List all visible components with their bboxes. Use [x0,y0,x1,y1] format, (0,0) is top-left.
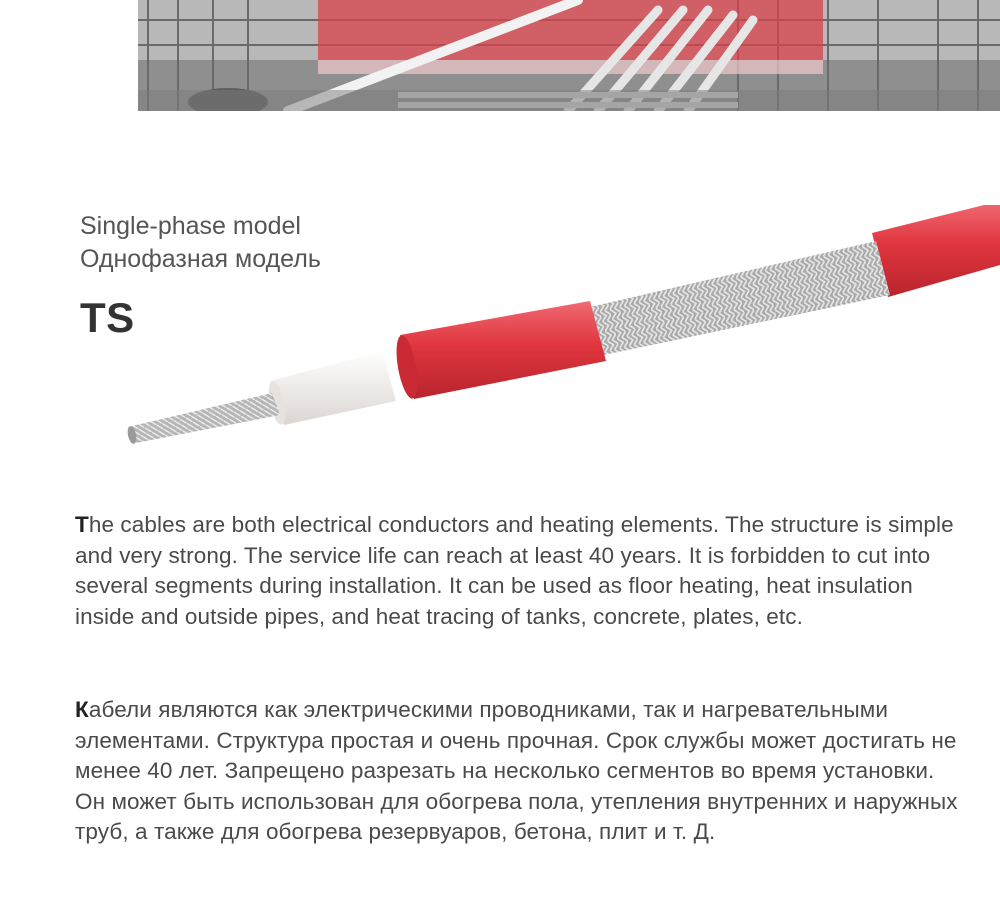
description-russian-text: абели являются как электрическими проводниками, так и нагревательными элементами. Структура простая и очень прочная. Срок службы может достигать не менее 40 лет. Запрещено разрезать на несколько сегментов во время установки. Он может быть использован для обогрева пола, утепления внутренних и наружных труб, а также для обогрева резервуаров, бетона, плит и т. Д. [75,697,958,844]
industrial-banner-image [138,0,1000,111]
description-russian-lead-letter: К [75,697,89,722]
model-name-russian: Однофазная модель [80,245,321,273]
description-english [75,510,965,632]
model-code: TS [80,294,135,341]
model-name-english: Single-phase model [80,212,301,240]
heating-cable-illustration [120,205,1000,455]
description-russian [75,695,965,848]
description-english-lead-letter: T [75,512,89,537]
description-english-text: he cables are both electrical conductors and heating elements. The structure is simple and very strong. The service life can reach at least 40 years. It is forbidden to cut into several segments during installation. It can be used as floor heating, heat insulation inside and outside pipes, and heat tracing of tanks, concrete, plates, etc. [75,512,954,629]
